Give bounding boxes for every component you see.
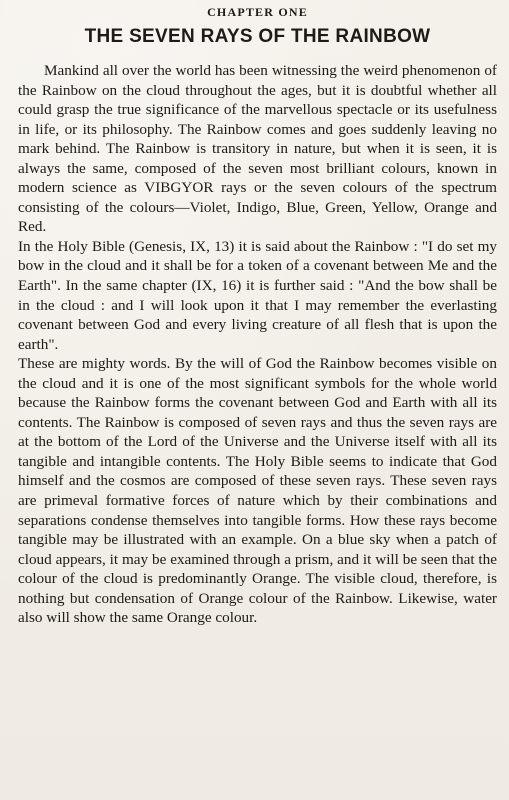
chapter-title: THE SEVEN RAYS OF THE RAINBOW xyxy=(84,26,431,47)
paragraph-2: In the Holy Bible (Genesis, IX, 13) it is said about the Rainbow : "I do set my bow in the cloud and it shall be for a token of a covenant between Me and the Earth". In the same chapter (IX, 16) it is further said : "And the bow shall be in the cloud : and I will look upon it that I may remember the everlasting covenant between God and every living creature of all flesh that is upon the earth". xyxy=(18,237,497,353)
paragraph-3: These are mighty words. By the will of God the Rainbow becomes visible on the cloud and it is one of the most significant symbols for the whole world because the Rainbow forms the covenant between God and Earth with all its contents. The Rainbow is composed of seven rays and thus the seven rays are at the bottom of the Lord of the Universe and the Universe itself with all its tangible and intangible contents. The Holy Bible seems to indicate that God himself and the cosmos are composed of these seven rays. These seven rays are primeval formative forces of nature which by their combinations and separations condense themselves into tangible forms. How these rays become tangible may be illustrated with an example. On a blue sky when a patch of cloud appears, it may be examined through a prism, and it will be seen that the colour of the cloud is predominantly Orange. The visible cloud, therefore, is nothing but condensation of Orange colour of the Rainbow. Likewise, water also will show the same Orange colour. xyxy=(18,355,497,627)
paragraph-1: Mankind all over the world has been witnessing the weird phenomenon of the Rainbow on the cloud throughout the ages, but it is doubtful whether all could grasp the true significance of the marvellous spectacle or its usefulness in life, or its philosophy. The Rainbow comes and goes suddenly leaving no mark behind. The Rainbow is transitory in nature, but when it is seen, it is always the same, composed of the seven most brilliant colours, known in modern science as VIBGYOR rays or the seven colours of the spectrum consisting of the colours—Violet, Indigo, Blue, Green, Yellow, Orange and Red. xyxy=(18,62,497,236)
chapter-label: CHAPTER ONE xyxy=(207,5,308,19)
